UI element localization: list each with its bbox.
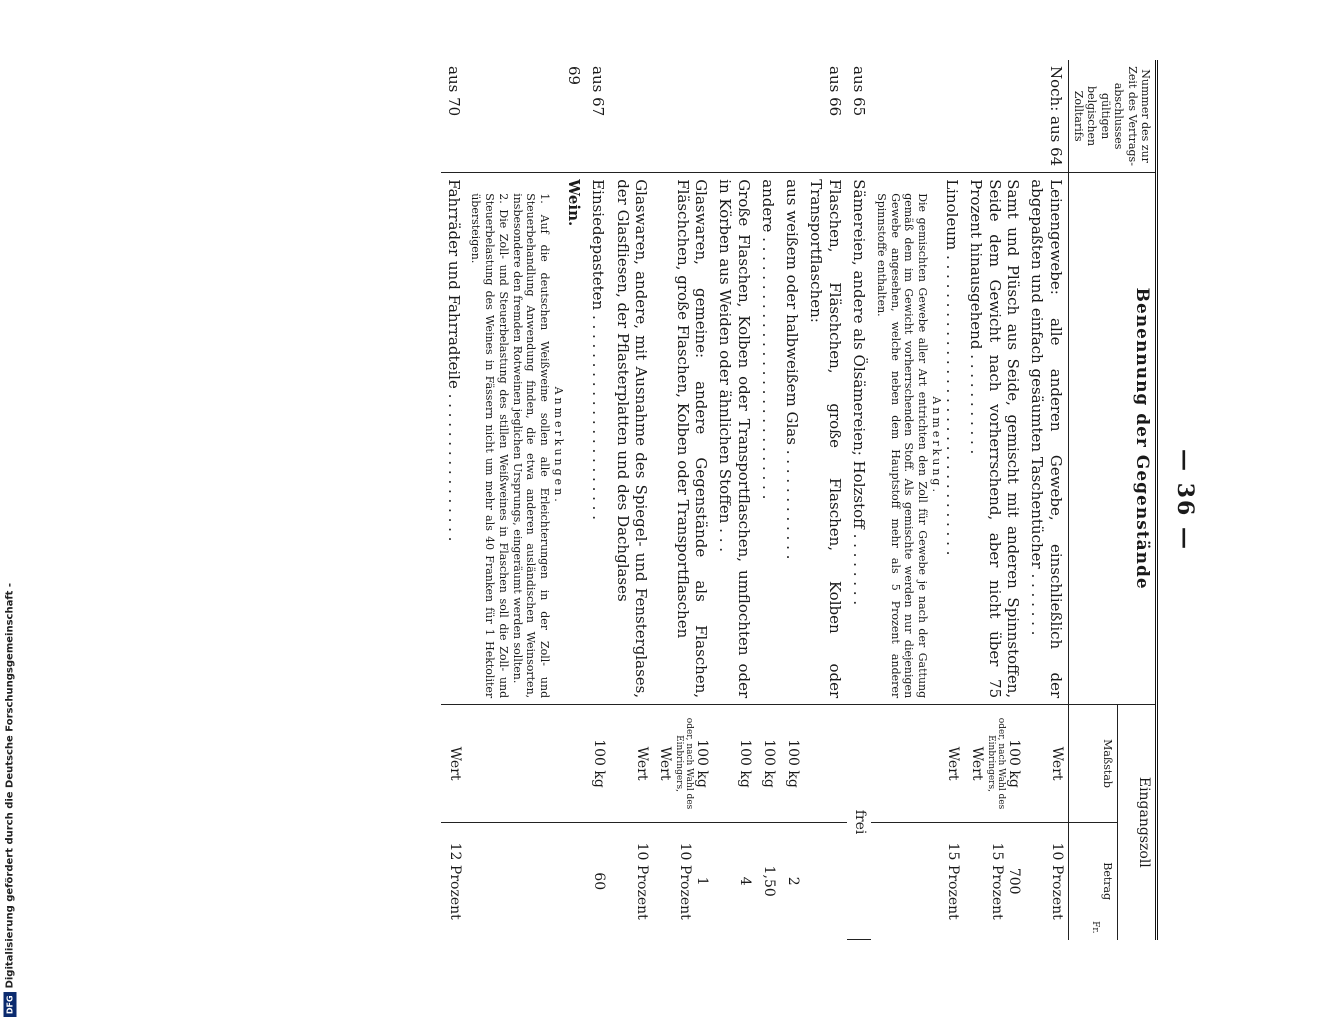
- row-measure: 100 kg: [756, 705, 780, 823]
- row-measure: 100 kg: [713, 705, 756, 823]
- table-row: [804, 60, 847, 940]
- row-description: Linoleum . . . . . . . . . . . . . . . . . . . . . . . . . . . . . . . .: [943, 179, 962, 556]
- row-note-head: Anmerkung.: [929, 396, 943, 495]
- row-measure-cell: [653, 705, 713, 823]
- row-description: Samt und Plüsch aus Seide, gemischt mit anderen Spinnstoffen, Seide dem Gewicht nach vorherrschend, aber nicht über 75 Prozent hinausgehend . . . . . . . . . . .: [964, 173, 1025, 705]
- row-amount: [804, 822, 847, 939]
- table-row: [713, 60, 756, 940]
- row-measure: 100 kg: [586, 705, 610, 823]
- row-amount: frei: [847, 705, 871, 940]
- row-amount: 1,50: [760, 865, 777, 897]
- row-note: [469, 179, 565, 698]
- row-note-text: Die gemischten Gewebe aller Art entrichten den Zoll für Gewebe je nach der Gattung gemäß dem im Gewicht vorherrschenden Stoff. Als gemischte werden nur diejenigen Gewebe angesehen, welche neben dem Hauptstoff mehr als 5 Prozent anderer Spinnstoffe enthalten.: [874, 193, 930, 699]
- table-row: [586, 60, 610, 940]
- row-amount: 4: [736, 876, 753, 886]
- row-measure: 100 kg: [1005, 739, 1022, 788]
- row-amount: 12 Prozent: [446, 842, 463, 920]
- row-description: Glaswaren, gemeine: andere Gegenstände als Flaschen, Fläschchen, große Flaschen, Kolben oder Transportflaschen: [653, 173, 713, 705]
- row-amount: 10 Prozent: [634, 842, 651, 920]
- row-measure-cell: [964, 705, 1025, 823]
- row-description: Sämereien, andere als Ölsämereien; Holzstoff . . . . . . . .: [847, 173, 871, 705]
- row-amount: 2: [785, 876, 802, 886]
- row-number: [780, 60, 804, 173]
- row-measure-note: oder, nach Wahl des Einbringers,: [673, 717, 694, 810]
- row-measure: Wert: [871, 705, 964, 823]
- header-measure: Maßstab: [1068, 705, 1117, 823]
- row-amount: 700: [1005, 867, 1022, 895]
- table-row: [610, 60, 653, 940]
- row-amount: 10 Prozent: [1048, 842, 1065, 920]
- row-description: Leinengewebe: alle anderen Gewebe, einschließlich der abgepaßten und einfach gesäumten Taschentücher . . . . . . .: [1025, 173, 1068, 705]
- row-amount: [466, 822, 587, 939]
- digitization-credit: [0, 0, 20, 1015]
- credit-text: Digitalisierung gefördert durch die Deutsche Forschungsgemeinschaft -: [4, 582, 16, 989]
- row-amount-alt: 15 Prozent: [988, 842, 1005, 920]
- table-row: [871, 60, 964, 940]
- row-description: andere . . . . . . . . . . . . . . . . . . . . . . . . . . . .: [756, 173, 780, 705]
- row-amount: 1: [693, 876, 710, 886]
- row-number: Noch: aus 64: [1025, 60, 1068, 173]
- header-group: Eingangszoll: [1117, 705, 1156, 940]
- row-description: aus weißem oder halbweißem Glas . . . . . . . . . . . .: [780, 173, 804, 705]
- row-description: Wein.: [565, 179, 584, 227]
- row-number: [756, 60, 780, 173]
- row-note-head: Anmerkungen.: [551, 386, 565, 505]
- row-measure: 100 kg: [693, 739, 710, 788]
- scanned-page: [130, 60, 1210, 940]
- row-number: aus 70: [441, 60, 465, 173]
- row-number: [871, 60, 964, 173]
- row-number: aus 65: [847, 60, 871, 173]
- row-number: [653, 60, 713, 173]
- row-amount: 60: [591, 872, 608, 891]
- row-measure: Wert: [1025, 705, 1068, 823]
- table-row: [780, 60, 804, 940]
- row-description: Glaswaren, andere, mit Ausnahme des Spiegel- und Fensterglases, der Glasfliesen, der Pflasterplatten und des Dachglases: [610, 173, 653, 705]
- dfg-logo: DFG: [4, 992, 17, 1017]
- row-note: [874, 179, 943, 698]
- row-number: [713, 60, 756, 173]
- row-description: Einsiedepasteten . . . . . . . . . . . . . . . . . . . . . .: [586, 173, 610, 705]
- row-note-text-2: 2. Die Zoll- und Steuerbelastung des stillen Weißweines in Flaschen soll die Zoll- und Steuerbelastung des Weines in Fässern nicht um mehr als 40 Franken für 1 Hektoliter übersteigen.: [469, 193, 510, 699]
- row-number: 69: [466, 60, 587, 173]
- row-measure: Wert: [441, 705, 465, 823]
- row-amount: 15 Prozent: [945, 842, 962, 920]
- row-description-cell: [871, 173, 964, 705]
- tariff-table: [441, 60, 1158, 940]
- row-amount-cell: [653, 822, 713, 939]
- table-row: [964, 60, 1025, 940]
- row-measure-alt: Wert: [969, 746, 986, 781]
- header-amount-unit: Fr.: [1090, 921, 1101, 934]
- row-number: aus 66: [804, 60, 847, 173]
- header-amount-label: Betrag: [1100, 862, 1114, 901]
- table-row: [847, 60, 871, 940]
- row-measure: Wert: [610, 705, 653, 823]
- row-measure: 100 kg: [780, 705, 804, 823]
- header-description: Benennung der Gegenstände: [1068, 173, 1156, 705]
- table-row: [466, 60, 587, 940]
- row-description: Große Flaschen, Kolben oder Transportflaschen, umflochten oder in Körben aus Weiden oder ähnlichen Stoffen . . .: [713, 173, 756, 705]
- header-amount: [1068, 822, 1117, 939]
- row-measure-note: oder, nach Wahl des Einbringers,: [986, 717, 1006, 810]
- row-amount-cell: [964, 822, 1025, 939]
- rotated-sheet: [130, 60, 1210, 940]
- table-row: [653, 60, 713, 940]
- row-number: [964, 60, 1025, 173]
- row-note-text: 1. Auf die deutschen Weißweine sollen alle Erleichterungen in der Zoll- und Steuerbehandlung Anwendung finden, die etwa anderen ausländischen Weinsorten, insbesondere den fremden Rotweinen jeglichen Ursprungs, eingeräumt werden sollten.: [510, 193, 552, 699]
- table-row: [1025, 60, 1068, 940]
- row-description: Flaschen, Fläschchen, große Flaschen, Kolben oder Transportflaschen:: [804, 173, 847, 705]
- row-number: [610, 60, 653, 173]
- row-number: aus 67: [586, 60, 610, 173]
- tariff-rows: [441, 60, 1068, 940]
- row-description: Fahrräder und Fahrradteile . . . . . . . . . . . . . . . .: [441, 173, 465, 705]
- row-description-cell: [466, 173, 587, 705]
- row-measure: [804, 705, 847, 823]
- table-row: [441, 60, 465, 940]
- header-number: Nummer des zur Zeit des Vertrags-abschlusses gültigen belgischen Zolltarifs: [1068, 60, 1156, 173]
- table-row: [756, 60, 780, 940]
- page-number: — 36 —: [1172, 449, 1198, 551]
- row-measure-alt: Wert: [657, 746, 674, 781]
- row-amount-alt: 10 Prozent: [676, 842, 693, 920]
- row-measure: [466, 705, 587, 823]
